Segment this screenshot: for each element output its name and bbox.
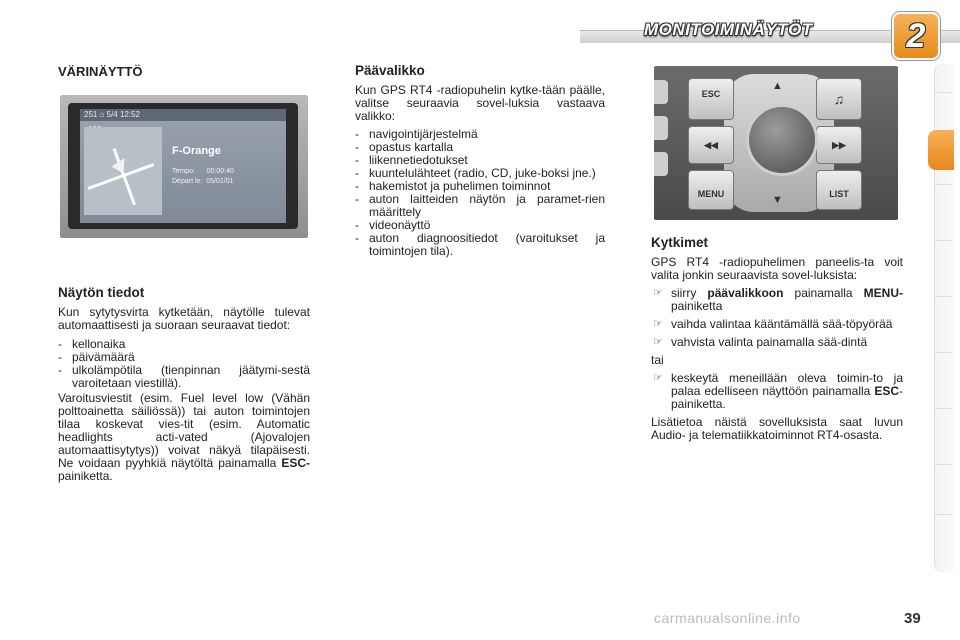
panel-side-button [654, 80, 668, 104]
warning-messages-text: Varoitusviestit (esim. Fuel level low (Vähän polttoainetta säiliössä)) tai auton toimintojen tilaa koskevat vies-tit (esim. Automatic headlights acti-vated (Ajovalojen automaattisytytys)) voivat näkyä tilapäisesti. Ne voidaan pyyhkiä näytöltä painamalla ESC-painiketta. [58, 391, 310, 483]
tab-divider [934, 408, 952, 409]
list-item: - ulkolämpötila (tienpinnan jäätymi-sestä varoitetaan viestillä). [58, 363, 310, 390]
list-item: - kuuntelulähteet (radio, CD, juke-boksi jne.) [355, 166, 596, 180]
switches-list [651, 287, 903, 349]
panel-side-button [654, 116, 668, 140]
display-info: Tempo: 00:00:40 Départ le: 05/01/01 [172, 168, 234, 185]
switches-footer: Lisätietoa näistä sovelluksista saat luvun Audio- ja telematiikkatoiminnot RT4-osasta. [651, 415, 903, 442]
page-number: 39 [904, 610, 921, 627]
section-title-display-info: Näytön tiedot [58, 285, 145, 300]
list-item: - päivämäärä [58, 350, 135, 364]
panel-side-button [654, 152, 668, 176]
pointing-hand-icon: ☞ [653, 287, 663, 299]
tab-divider [934, 184, 952, 185]
active-chapter-tab[interactable] [928, 130, 954, 170]
list-item: - opastus kartalla [355, 140, 454, 154]
chapter-number-badge: 2 [892, 12, 940, 60]
list-item: - videonäyttö [355, 218, 431, 232]
or-text: tai [651, 353, 664, 367]
main-menu-intro: Kun GPS RT4 -radiopuhelin kytke-tään päälle, valitse seuraavia sovel-luksia vastaava valikko: [355, 83, 605, 123]
pointing-hand-icon: ☞ [653, 318, 663, 330]
list-item: - hakemistot ja puhelimen toiminnot [355, 179, 551, 193]
up-arrow-icon[interactable]: ▲ [772, 80, 783, 92]
list-item: - liikennetiedotukset [355, 153, 468, 167]
chapter-tabs [926, 64, 960, 576]
control-knob[interactable] [746, 104, 818, 176]
chapter-header [580, 8, 960, 55]
list-item: - auton laitteiden näytön ja paramet-rien määrittely [355, 192, 605, 219]
control-panel-photo [654, 66, 898, 220]
main-menu-list [355, 128, 605, 258]
list-item: - auton diagnoositiedot (varoitukset ja toimintojen tila). [355, 231, 605, 258]
pointing-hand-icon: ☞ [653, 336, 663, 348]
display-info-section [58, 286, 310, 483]
middle-column [355, 64, 605, 258]
left-column [58, 65, 310, 78]
right-column [651, 236, 903, 442]
down-arrow-icon[interactable]: ▼ [772, 194, 783, 206]
previous-button[interactable]: ◀◀ [688, 126, 734, 164]
list-item: ☞ keskeytä meneillään oleva toimin-to ja palaa edelliseen näyttöön painamalla ESC-painiketta. [653, 371, 903, 411]
next-button[interactable]: ▶▶ [816, 126, 862, 164]
watermark: carmanualsonline.info [654, 610, 801, 626]
pointing-hand-icon: ☞ [653, 372, 663, 384]
tab-divider [934, 352, 952, 353]
switches-list-escape [651, 372, 903, 411]
list-item: ☞ vahvista valinta painamalla sää-dintä [653, 335, 868, 349]
list-item: - kellonaika [58, 337, 126, 351]
display-info-list [58, 338, 310, 390]
display-destination: F-Orange [172, 145, 221, 157]
display-info-intro: Kun sytytysvirta kytketään, näytölle tulevat automaattisesti ja suoraan seuraavat tiedot: [58, 305, 310, 332]
display-screen [80, 109, 286, 223]
music-button[interactable]: ♫ [816, 78, 862, 120]
list-item: - navigointijärjestelmä [355, 127, 478, 141]
esc-button[interactable]: ESC [688, 78, 734, 120]
navigation-arrow-icon [111, 154, 130, 173]
tab-divider [934, 296, 952, 297]
display-status-bar: 251 ⌂ 5/4 12:52 [80, 109, 286, 121]
color-display-photo [60, 95, 308, 238]
section-title-switches: Kytkimet [651, 235, 709, 250]
list-button[interactable]: LIST [816, 170, 862, 210]
list-item: ☞ siirry päävalikkoon painamalla MENU-painiketta [653, 286, 903, 313]
tab-divider [934, 240, 952, 241]
chapter-title: MONITOIMINÄYTÖT [644, 20, 813, 39]
tab-divider [934, 464, 952, 465]
tab-divider [934, 514, 952, 515]
section-title-main-menu: Päävalikko [355, 63, 425, 78]
menu-button[interactable]: MENU [688, 170, 734, 210]
section-title-color-display: VÄRINÄYTTÖ [58, 64, 143, 79]
list-item: ☞ vaihda valintaa kääntämällä sää-töpyörää [653, 317, 893, 331]
tab-divider [934, 92, 952, 93]
switches-intro: GPS RT4 -radiopuhelimen paneelis-ta voit valita jonkin seuraavista sovel-luksista: [651, 255, 903, 282]
display-map [84, 127, 162, 215]
